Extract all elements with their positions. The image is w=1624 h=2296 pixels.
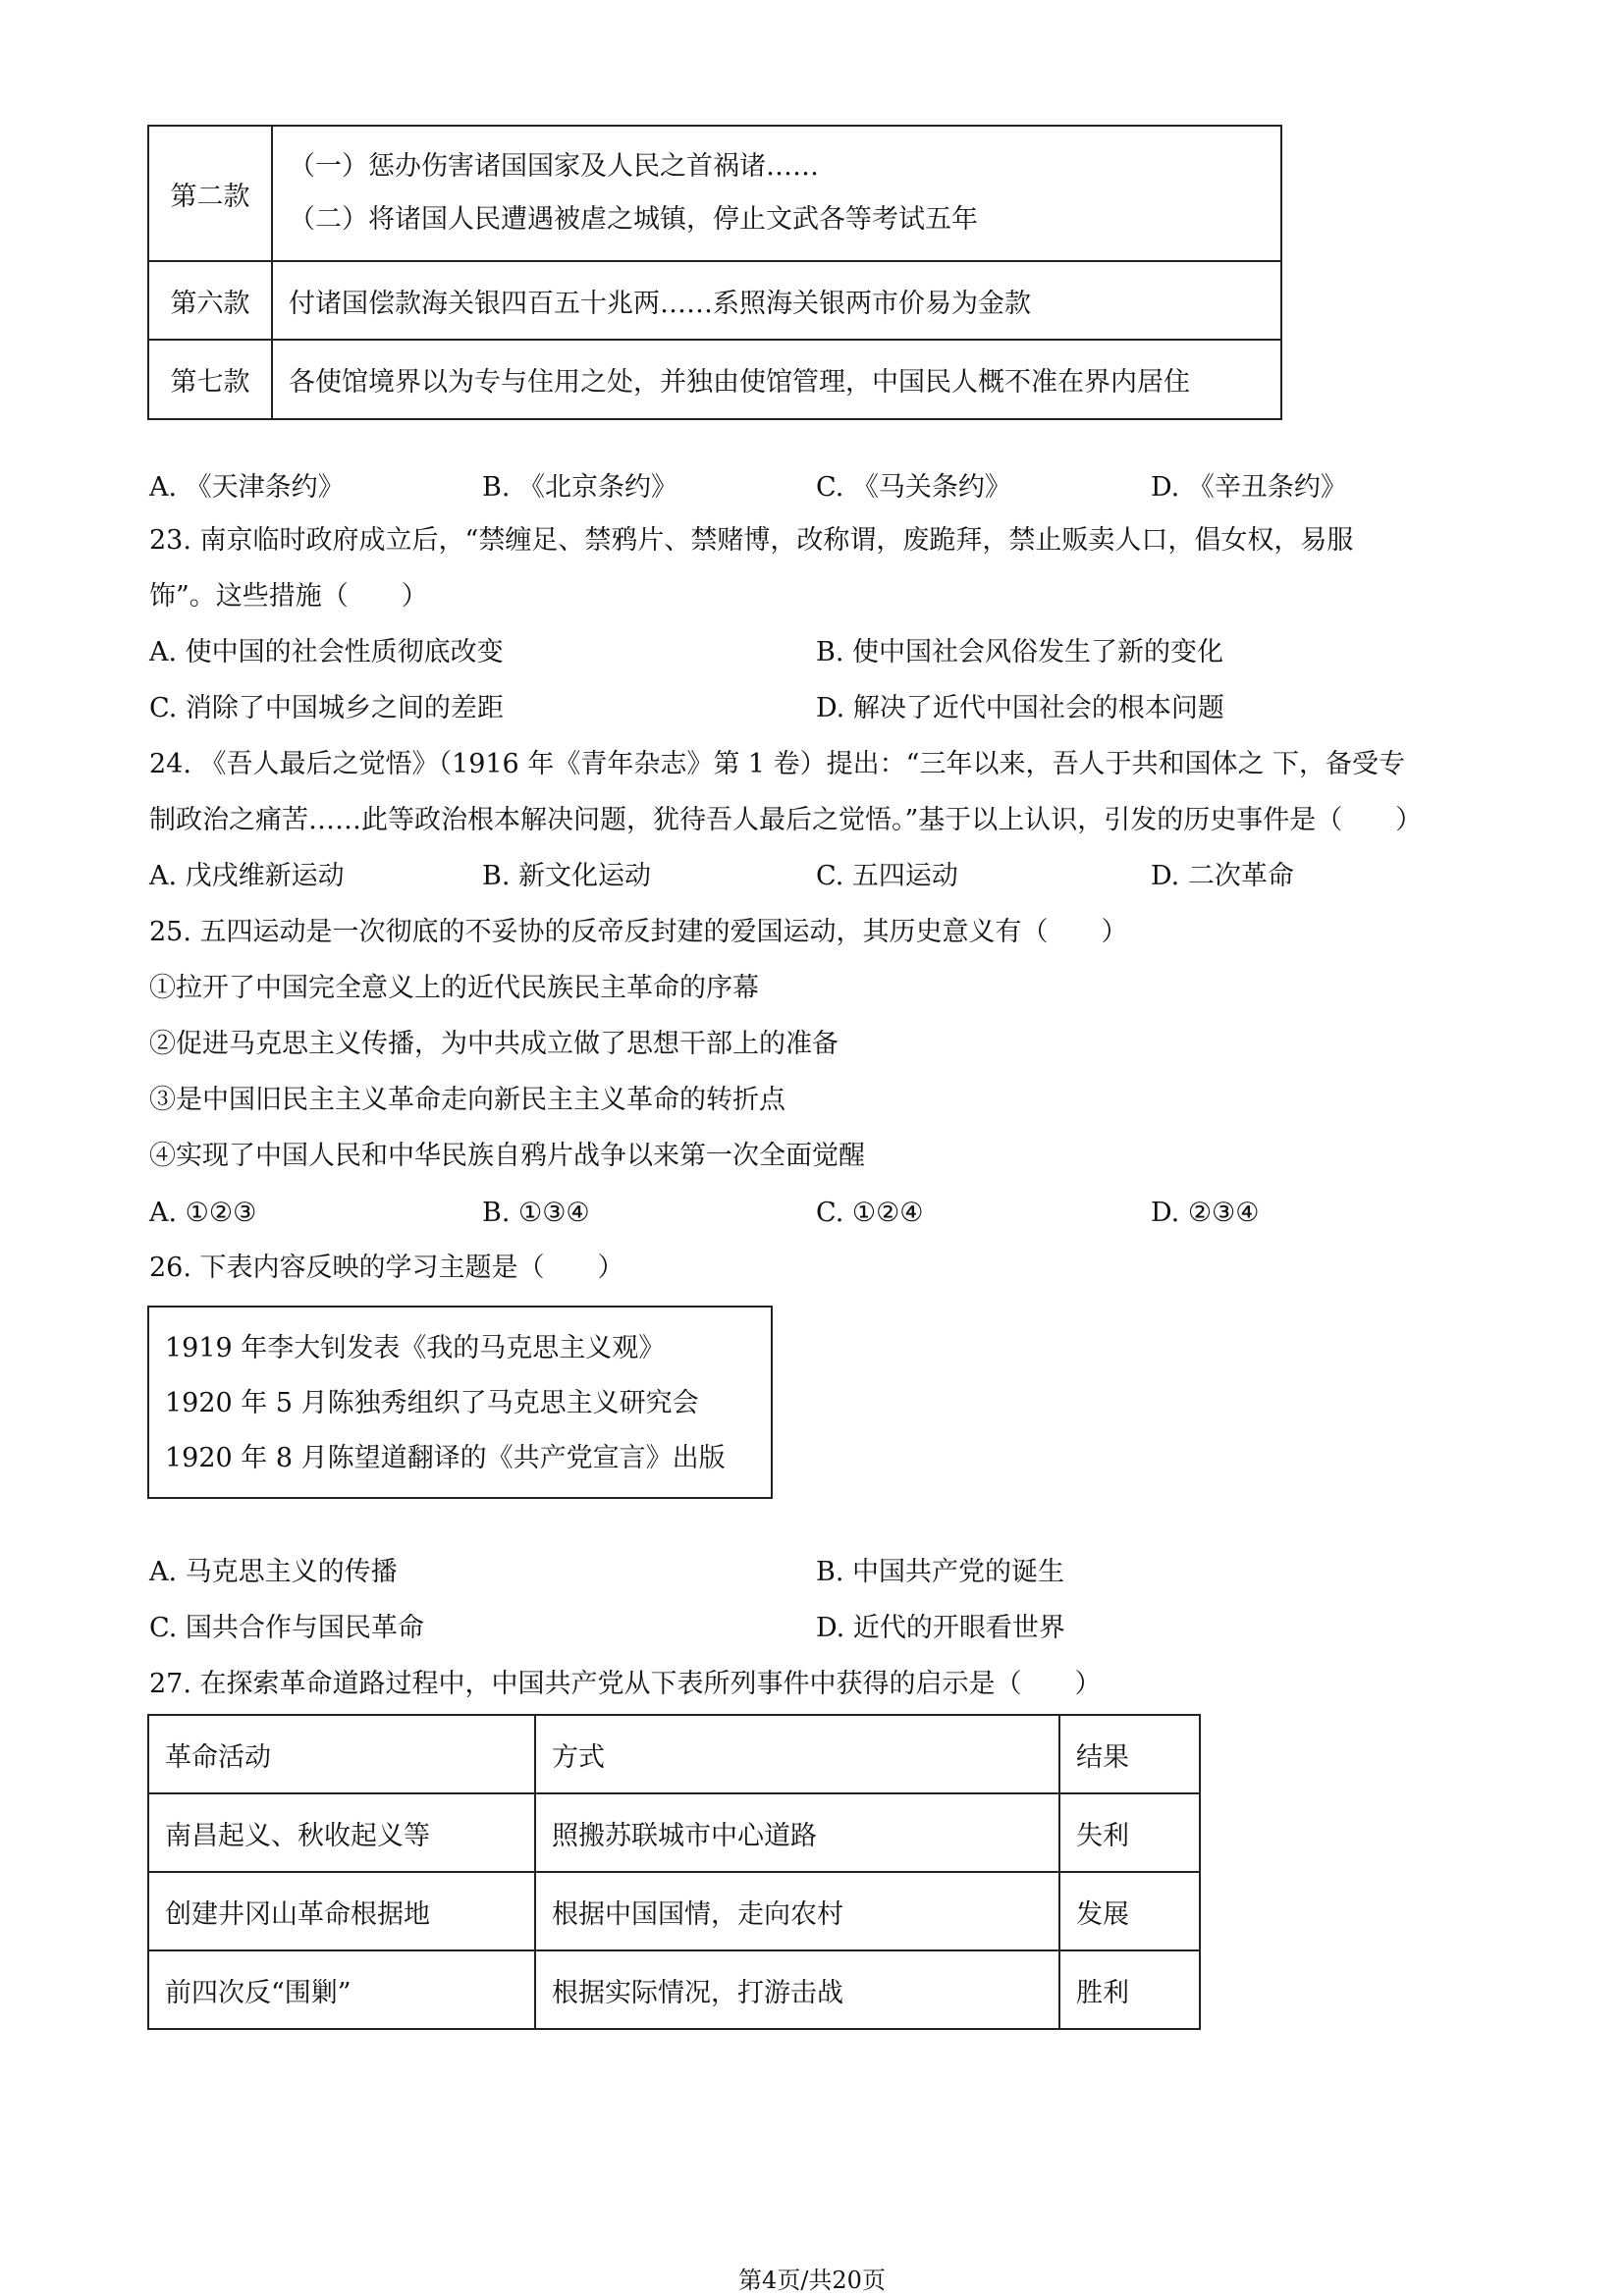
q22-option-c: C. 《马关条约》 (816, 472, 1011, 503)
table-cell: 南昌起义、秋收起义等 (148, 1793, 535, 1872)
q23-stem-line2: 饰”。这些措施（ ） (149, 581, 428, 612)
table-cell: 失利 (1059, 1793, 1200, 1872)
table-cell: 根据实际情况，打游击战 (535, 1950, 1059, 2029)
revolution-events-table (147, 1714, 1201, 2030)
clause-label: 第六款 (148, 261, 272, 340)
table-header-row (148, 1715, 1200, 1793)
table-cell: 照搬苏联城市中心道路 (535, 1793, 1059, 1872)
q23-stem-line1: 23. 南京临时政府成立后，“禁缠足、禁鸦片、禁赌博，改称谓，废跪拜，禁止贩卖人口，倡女权，易服 (149, 525, 1354, 556)
source-line: 1920 年 8 月陈望道翻译的《共产党宣言》出版 (165, 1443, 726, 1473)
q24-option-a: A. 戊戌维新运动 (149, 861, 345, 891)
table-cell: 前四次反“围剿” (148, 1950, 535, 2029)
q24-stem-line1: 24. 《吾人最后之觉悟》（1916 年《青年杂志》第 1 卷）提出：“三年以来，吾人于共和国体之 下，备受专 (149, 749, 1406, 779)
q22-option-a: A. 《天津条约》 (149, 472, 345, 503)
q26-stem: 26. 下表内容反映的学习主题是（ ） (149, 1253, 624, 1283)
clause-content: 付诸国偿款海关银四百五十兆两……系照海关银两市价易为金款 (272, 261, 1281, 340)
clause-content (272, 126, 1281, 261)
q25-option-a: A. ①②③ (149, 1198, 257, 1228)
source-line: 1920 年 5 月陈独秀组织了马克思主义研究会 (165, 1388, 699, 1418)
q23-option-a: A. 使中国的社会性质彻底改变 (149, 637, 504, 667)
q25-item-4: ④实现了中国人民和中华民族自鸦片战争以来第一次全面觉醒 (149, 1141, 865, 1171)
treaty-clauses-table (147, 125, 1282, 420)
q23-option-d: D. 解决了近代中国社会的根本问题 (816, 693, 1224, 723)
q24-option-c: C. 五四运动 (816, 861, 958, 891)
table-cell: 根据中国国情，走向农村 (535, 1872, 1059, 1950)
table-row (148, 261, 1281, 340)
table-cell: 胜利 (1059, 1950, 1200, 2029)
q25-item-2: ②促进马克思主义传播，为中共成立做了思想干部上的准备 (149, 1029, 839, 1059)
clause-content: 各使馆境界以为专与住用之处，并独由使馆管理，中国民人概不准在界内居住 (272, 340, 1281, 419)
table-row (148, 1950, 1200, 2029)
q25-item-1: ①拉开了中国完全意义上的近代民族民主革命的序幕 (149, 973, 759, 1003)
q22-option-d: D. 《辛丑条约》 (1151, 472, 1347, 503)
q23-option-b: B. 使中国社会风俗发生了新的变化 (816, 637, 1224, 667)
table-row (148, 1872, 1200, 1950)
q27-stem: 27. 在探索革命道路过程中，中国共产党从下表所列事件中获得的启示是（ ） (149, 1669, 1102, 1699)
table-row (148, 340, 1281, 419)
column-header: 方式 (535, 1715, 1059, 1793)
q23-option-c: C. 消除了中国城乡之间的差距 (149, 693, 504, 723)
table-cell: 发展 (1059, 1872, 1200, 1950)
source-line: 1919 年李大钊发表《我的马克思主义观》 (165, 1333, 666, 1363)
q26-option-d: D. 近代的开眼看世界 (816, 1613, 1065, 1643)
column-header: 革命活动 (148, 1715, 535, 1793)
table-row (148, 1793, 1200, 1872)
q26-source-box (147, 1306, 773, 1499)
q22-option-b: B. 《北京条约》 (482, 472, 678, 503)
table-cell: 创建井冈山革命根据地 (148, 1872, 535, 1950)
page-number: 第4页/共20页 (738, 2267, 886, 2294)
q26-option-c: C. 国共合作与国民革命 (149, 1613, 424, 1643)
clause-line: （二）将诸国人民遭遇被虐之城镇，停止文武各等考试五年 (289, 204, 978, 235)
clause-label: 第七款 (148, 340, 272, 419)
q24-option-b: B. 新文化运动 (482, 861, 652, 891)
clause-label: 第二款 (148, 126, 272, 261)
column-header: 结果 (1059, 1715, 1200, 1793)
table-row (148, 126, 1281, 261)
q25-option-b: B. ①③④ (482, 1198, 590, 1228)
q25-stem: 25. 五四运动是一次彻底的不妥协的反帝反封建的爱国运动，其历史意义有（ ） (149, 917, 1128, 947)
q26-option-b: B. 中国共产党的诞生 (816, 1557, 1065, 1587)
clause-line: （一）惩办伤害诸国国家及人民之首祸诸…… (289, 151, 819, 182)
q24-stem-line2: 制政治之痛苦……此等政治根本解决问题，犹待吾人最后之觉悟。”基于以上认识，引发的历史事件是（ ） (149, 805, 1423, 835)
q26-option-a: A. 马克思主义的传播 (149, 1557, 398, 1587)
q24-option-d: D. 二次革命 (1151, 861, 1294, 891)
q25-option-c: C. ①②④ (816, 1198, 924, 1228)
q25-option-d: D. ②③④ (1151, 1198, 1260, 1228)
q25-item-3: ③是中国旧民主主义革命走向新民主主义革命的转折点 (149, 1085, 785, 1115)
